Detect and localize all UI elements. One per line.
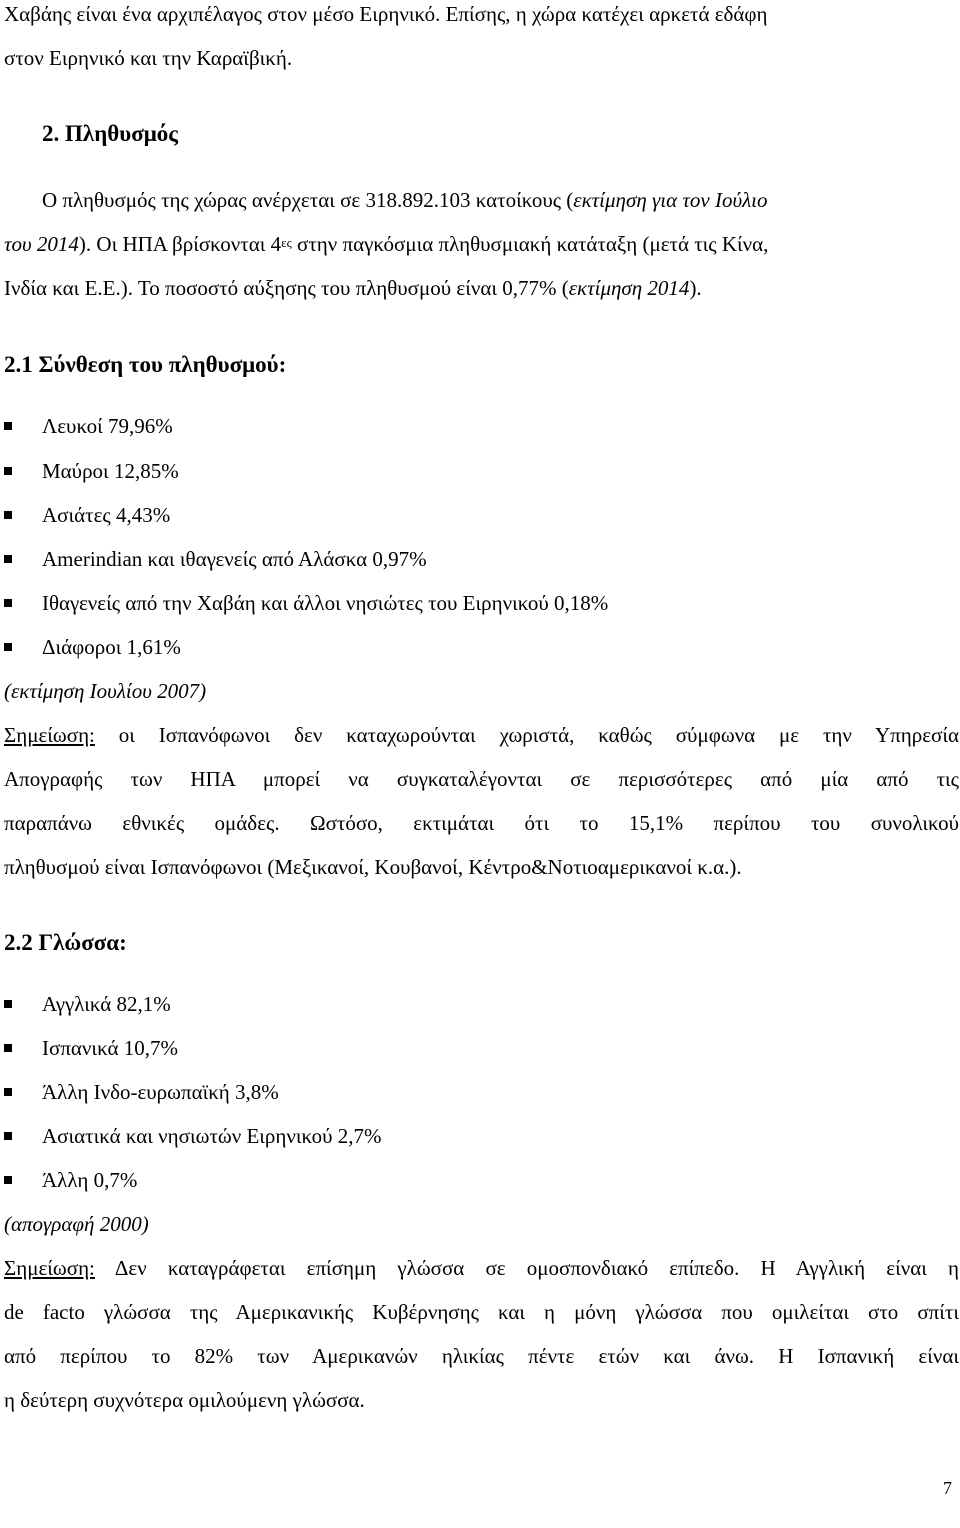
text-span: οι Ισπανόφωνοι δεν καταχωρούνται χωριστά, καθώς σύμφωνα με την Υπηρεσία [94, 723, 959, 747]
list-item-text: Ασιάτες 4,43% [42, 503, 171, 527]
list-item-text: Ιθαγενείς από την Χαβάη και άλλοι νησιώτες του Ειρηνικού 0,18% [42, 591, 609, 615]
language-note-line-1 [4, 1256, 959, 1281]
list-item-text: Λευκοί 79,96% [42, 414, 173, 438]
text-span: στην παγκόσμια πληθυσμιακή κατάταξη (μετά τις Κίνα, [291, 232, 769, 256]
list-item-text: Αγγλικά 82,1% [42, 992, 171, 1016]
bullet-icon [4, 599, 12, 607]
intro-line-2: στον Ειρηνικό και την Καραϊβική. [4, 46, 293, 70]
note-label: Σημείωση: [4, 723, 95, 747]
bullet-icon [4, 1088, 12, 1096]
section-heading-language: 2.2 Γλώσσα: [4, 930, 127, 955]
bullet-icon [4, 1000, 12, 1008]
page-number: 7 [943, 1478, 952, 1498]
list-item-text: Ισπανικά 10,7% [42, 1036, 178, 1060]
superscript: ες [281, 235, 292, 250]
bullet-icon [4, 1132, 12, 1140]
population-paragraph-line-3 [4, 276, 702, 301]
bullet-icon [4, 1176, 12, 1184]
language-note-line-4: η δεύτερη συχνότερα ομιλούμενη γλώσσα. [4, 1388, 365, 1412]
list-item-text: Μαύροι 12,85% [42, 459, 179, 483]
list-item-text: Άλλη Ινδο-ευρωπαϊκή 3,8% [42, 1080, 279, 1104]
bullet-icon [4, 511, 12, 519]
list-item-text: Άλλη 0,7% [42, 1168, 138, 1192]
text-span: ). Οι ΗΠΑ βρίσκονται 4 [78, 232, 282, 256]
section-heading-composition: 2.1 Σύνθεση του πληθυσμού: [4, 352, 287, 377]
intro-line-1: Χαβάης είναι ένα αρχιπέλαγος στον μέσο Ειρηνικό. Επίσης, η χώρα κατέχει αρκετά εδάφη [4, 2, 768, 26]
text-span: ). [689, 276, 702, 300]
population-paragraph-line-2 [4, 232, 768, 257]
composition-note-line-4: πληθυσμού είναι Ισπανόφωνοι (Μεξικανοί, Κουβανοί, Κέντρο&Νοτιοαμερικανοί κ.α.). [4, 855, 742, 879]
text-span: Ινδία και Ε.Ε.). Το ποσοστό αύξησης του πληθυσμού είναι 0,77% ( [4, 276, 569, 300]
bullet-icon [4, 555, 12, 563]
note-label: Σημείωση: [4, 1256, 95, 1280]
language-note-line-3: από περίπου το 82% των Αμερικανών ηλικίας πέντε ετών και άνω. Η Ισπανική είναι [4, 1344, 959, 1368]
italic-span: εκτίμηση για τον Ιούλιο [573, 188, 768, 212]
text-span: Δεν καταγράφεται επίσημη γλώσσα σε ομοσπονδιακό επίπεδο. Η Αγγλική είναι η [94, 1256, 959, 1280]
composition-note-line-3: παραπάνω εθνικές ομάδες. Ωστόσο, εκτιμάται ότι το 15,1% περίπου του συνολικού [4, 811, 959, 835]
composition-note-line-1 [4, 723, 959, 748]
language-source: (απογραφή 2000) [4, 1212, 149, 1236]
section-heading-population: 2. Πληθυσμός [42, 121, 178, 146]
language-note-line-2: de facto γλώσσα της Αμερικανικής Κυβέρνησης και η μόνη γλώσσα που ομιλείται στο σπίτι [4, 1300, 959, 1324]
bullet-icon [4, 422, 12, 430]
list-item-text: Ασιατικά και νησιωτών Ειρηνικού 2,7% [42, 1124, 382, 1148]
composition-source: (εκτίμηση Ιουλίου 2007) [4, 679, 207, 703]
list-item-text: Διάφοροι 1,61% [42, 635, 181, 659]
text-span: Ο πληθυσμός της χώρας ανέρχεται σε 318.892.103 κατοίκους ( [42, 188, 574, 212]
italic-span: εκτίμηση 2014 [568, 276, 690, 300]
population-paragraph-line-1 [42, 188, 768, 213]
bullet-icon [4, 467, 12, 475]
italic-span: του 2014 [4, 232, 79, 256]
list-item-text: Amerindian και ιθαγενείς από Αλάσκα 0,97% [42, 547, 427, 571]
composition-note-line-2: Απογραφής των ΗΠΑ μπορεί να συγκαταλέγονται σε περισσότερες από μία από τις [4, 767, 959, 791]
bullet-icon [4, 643, 12, 651]
bullet-icon [4, 1044, 12, 1052]
